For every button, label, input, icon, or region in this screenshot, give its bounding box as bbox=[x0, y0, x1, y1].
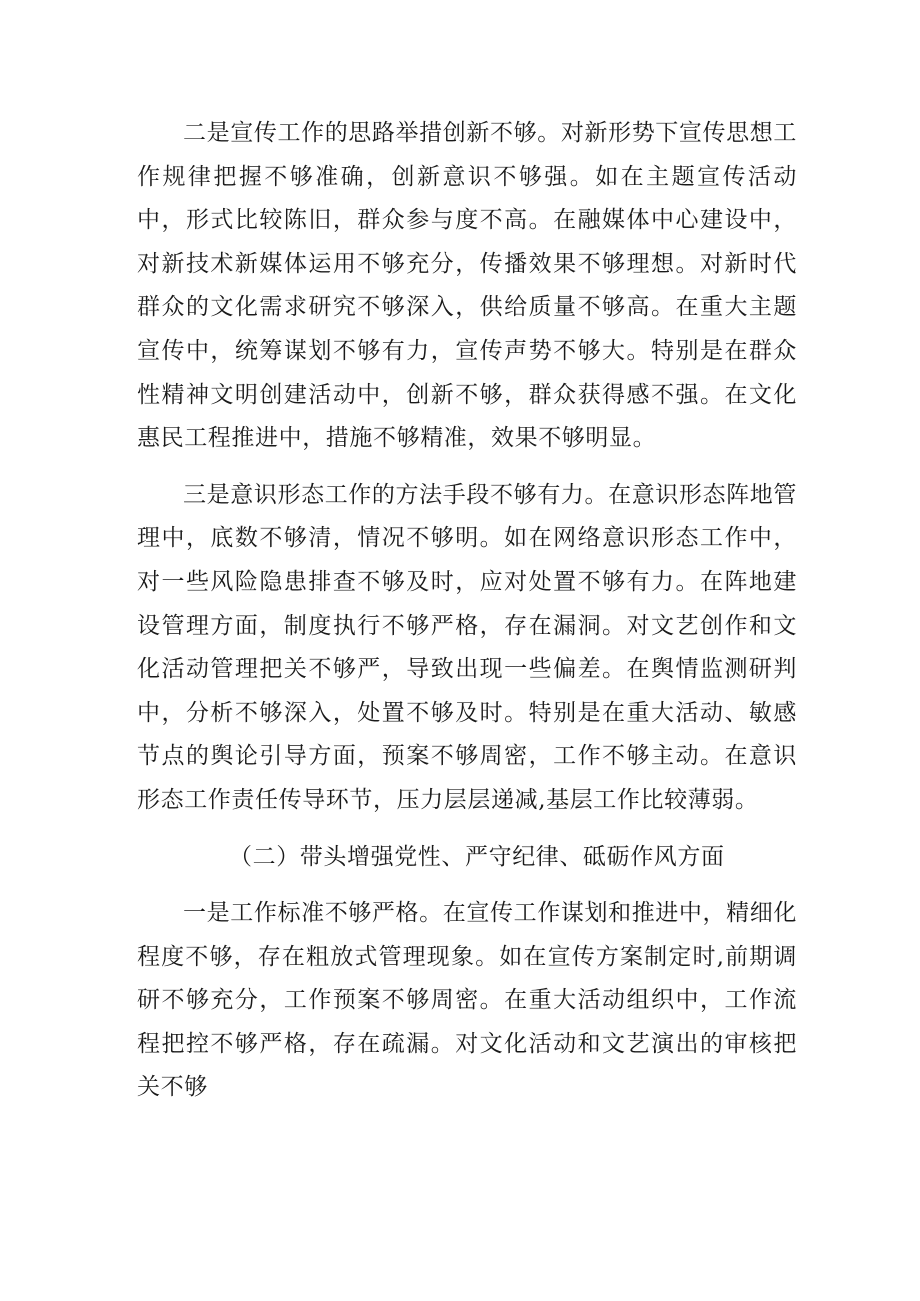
paragraph-propaganda-innovation: 二是宣传工作的思路举措创新不够。对新形势下宣传思想工作规律把握不够准确，创新意识不够强。如在主题宣传活动中，形式比较陈旧，群众参与度不高。在融媒体中心建设中，对新技术新媒体运用不够充分，传播效果不够理想。对新时代群众的文化需求研究不够深入，供给质量不够高。在重大主题宣传中，统筹谋划不够有力，宣传声势不够大。特别是在群众性精神文明创建活动中，创新不够，群众获得感不强。在文化惠民工程推进中，措施不够精准，效果不够明显。 bbox=[137, 120, 797, 452]
paragraph-work-standards: 一是工作标准不够严格。在宣传工作谋划和推进中，精细化程度不够，存在粗放式管理现象。如在宣传方案制定时,前期调研不够充分，工作预案不够周密。在重大活动组织中，工作流程把控不够严格，存在疏漏。对文化活动和文艺演出的审核把关不够 bbox=[137, 900, 797, 1101]
document-body bbox=[137, 112, 797, 1110]
section-heading: （二）带头增强党性、严守纪律、砥砺作风方面 bbox=[229, 843, 725, 870]
paragraph-ideology-methods: 三是意识形态工作的方法手段不够有力。在意识形态阵地管理中，底数不够清，情况不够明。如在网络意识形态工作中，对一些风险隐患排查不够及时，应对处置不够有力。在阵地建设管理方面，制度执行不够严格，存在漏洞。对文艺创作和文化活动管理把关不够严，导致出现一些偏差。在舆情监测研判中，分析不够深入，处置不够及时。特别是在重大活动、敏感节点的舆论引导方面，预案不够周密，工作不够主动。在意识形态工作责任传导环节，压力层层递减,基层工作比较薄弱。 bbox=[137, 481, 797, 813]
